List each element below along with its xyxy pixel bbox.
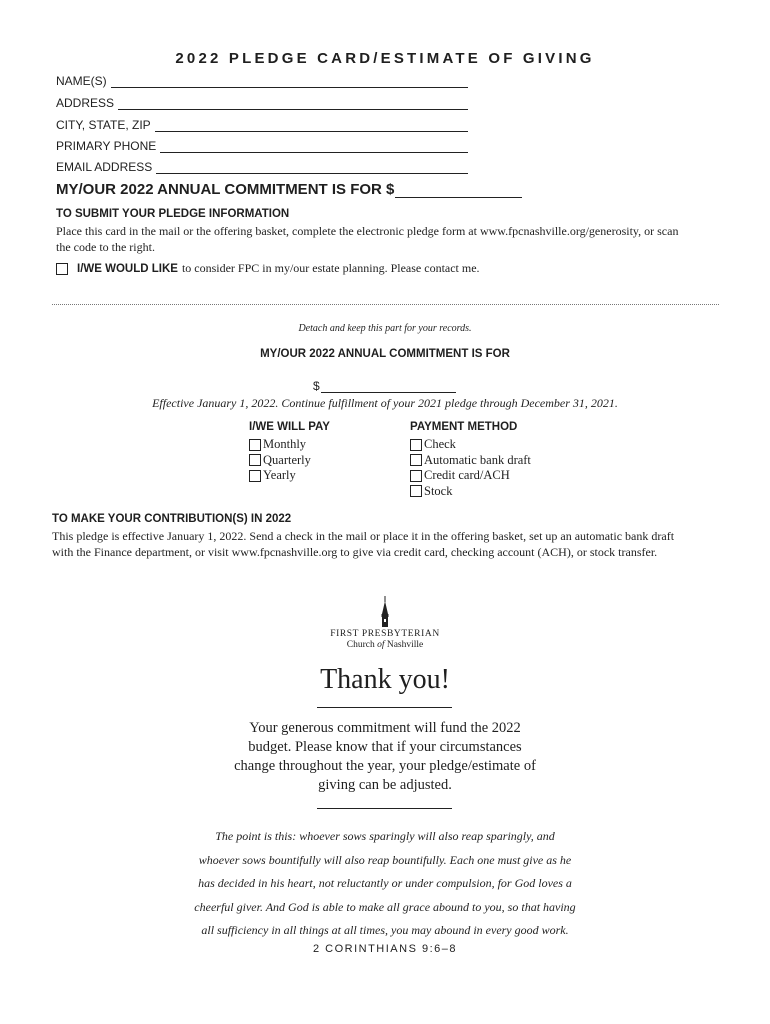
monthly-checkbox[interactable]	[249, 439, 261, 451]
option-stock[interactable]	[410, 484, 531, 500]
church-subname-c: Nashville	[384, 640, 424, 650]
estate-label: to consider FPC in my/our estate planning. Please contact me.	[181, 261, 480, 275]
email-label: EMAIL ADDRESS	[56, 160, 153, 174]
option-bank-draft[interactable]	[410, 453, 531, 469]
thanks-line-2: budget. Please know that if your circumstances	[248, 739, 522, 755]
phone-label: PRIMARY PHONE	[56, 139, 157, 153]
stock-label: Stock	[424, 483, 453, 498]
quarterly-label: Quarterly	[263, 452, 311, 467]
option-yearly[interactable]	[249, 468, 330, 484]
email-field[interactable]	[56, 160, 468, 174]
verse-line-3: has decided in his heart, not reluctantly or under compulsion, for God loves a	[198, 876, 572, 890]
thank-you-rule-top	[317, 707, 452, 708]
records-commitment-amount[interactable]	[313, 379, 456, 393]
address-field[interactable]	[56, 96, 468, 110]
city-label: CITY, STATE, ZIP	[56, 118, 151, 132]
church-subname-b: of	[377, 640, 385, 650]
contribution-heading: TO MAKE YOUR CONTRIBUTION(S) IN 2022	[52, 513, 292, 525]
will-pay-group	[249, 421, 330, 484]
church-subname	[0, 640, 770, 650]
contribution-text	[52, 528, 752, 560]
commitment-label: MY/OUR 2022 ANNUAL COMMITMENT IS FOR $	[56, 181, 395, 198]
contribution-line-1: This pledge is effective January 1, 2022. Send a check in the mail or place it in the offering basket, set up an automatic bank draft	[52, 529, 675, 543]
names-field[interactable]	[56, 74, 468, 88]
check-label: Check	[424, 437, 456, 452]
submit-instructions	[56, 223, 736, 255]
phone-input-line[interactable]	[160, 142, 468, 153]
thanks-line-3: change throughout the year, your pledge/estimate of	[234, 758, 536, 774]
estate-planning-option[interactable]	[56, 261, 480, 276]
annual-commitment[interactable]	[56, 181, 522, 198]
thanks-line-4: giving can be adjusted.	[318, 777, 452, 793]
address-label: ADDRESS	[56, 96, 115, 110]
payment-method-group	[410, 421, 531, 499]
names-label: NAME(S)	[56, 74, 107, 88]
estate-bold-label: I/WE WOULD LIKE	[77, 262, 178, 275]
verse-line-2: whoever sows bountifully will also reap bountifully. Each one must give as he	[198, 852, 572, 867]
credit-card-label: Credit card/ACH	[424, 468, 510, 483]
verse-line-4: cheerful giver. And God is able to make all grace abound to you, so that having	[194, 899, 576, 914]
church-subname-a: Church	[346, 640, 378, 650]
scripture-citation: 2 CORINTHIANS 9:6–8	[312, 943, 458, 955]
city-input-line[interactable]	[155, 121, 468, 132]
submit-heading: TO SUBMIT YOUR PLEDGE INFORMATION	[56, 208, 290, 220]
records-commitment-heading: MY/OUR 2022 ANNUAL COMMITMENT IS FOR	[260, 348, 510, 360]
estate-checkbox[interactable]	[56, 263, 68, 275]
phone-field[interactable]	[56, 139, 468, 153]
thank-you-message	[0, 719, 770, 795]
detach-note: Detach and keep this part for your records.	[298, 323, 472, 334]
yearly-checkbox[interactable]	[249, 470, 261, 482]
option-credit-card[interactable]	[410, 468, 531, 484]
verse-line-1: The point is this: whoever sows sparingly will also reap sparingly, and	[215, 829, 555, 843]
names-input-line[interactable]	[111, 77, 468, 88]
contribution-line-2: with the Finance department, or visit www.fpcnashville.org to give via credit card, checking account (ACH), or stock transfer.	[52, 545, 658, 559]
verse-line-5: all sufficiency in all things at all times, you may abound in every good work.	[201, 923, 569, 937]
thanks-line-1: Your generous commitment will fund the 2022	[249, 720, 521, 736]
credit-card-checkbox[interactable]	[410, 470, 422, 482]
monthly-label: Monthly	[263, 437, 307, 452]
will-pay-heading: I/WE WILL PAY	[249, 421, 330, 433]
option-monthly[interactable]	[249, 437, 330, 453]
city-state-zip-field[interactable]	[56, 118, 468, 132]
thank-you-rule-bottom	[317, 808, 452, 809]
bank-draft-label: Automatic bank draft	[424, 452, 531, 467]
bank-draft-checkbox[interactable]	[410, 454, 422, 466]
dollar-sign: $	[313, 379, 320, 393]
yearly-label: Yearly	[263, 468, 296, 483]
payment-method-heading: PAYMENT METHOD	[410, 421, 518, 433]
check-checkbox[interactable]	[410, 439, 422, 451]
submit-line-1: Place this card in the mail or the offering basket, complete the electronic pledge form at www.fpcnashville.org/generosity, or scan	[56, 224, 679, 238]
effective-note: Effective January 1, 2022. Continue fulfillment of your 2021 pledge through December 31, 2021.	[152, 396, 618, 410]
church-name: FIRST PRESBYTERIAN	[330, 629, 440, 639]
option-check[interactable]	[410, 437, 531, 453]
quarterly-checkbox[interactable]	[249, 454, 261, 466]
page-title: 2022 PLEDGE CARD/ESTIMATE OF GIVING	[175, 50, 595, 67]
stock-checkbox[interactable]	[410, 485, 422, 497]
detach-divider	[52, 304, 719, 305]
records-amount-line[interactable]	[321, 380, 456, 393]
commitment-amount-line[interactable]	[395, 183, 522, 198]
church-steeple-icon	[376, 596, 394, 628]
submit-line-2: the code to the right.	[56, 240, 155, 254]
address-input-line[interactable]	[118, 99, 468, 110]
scripture-verse	[0, 825, 770, 943]
email-input-line[interactable]	[156, 163, 468, 174]
option-quarterly[interactable]	[249, 453, 330, 469]
thank-you-title: Thank you!	[320, 664, 450, 695]
